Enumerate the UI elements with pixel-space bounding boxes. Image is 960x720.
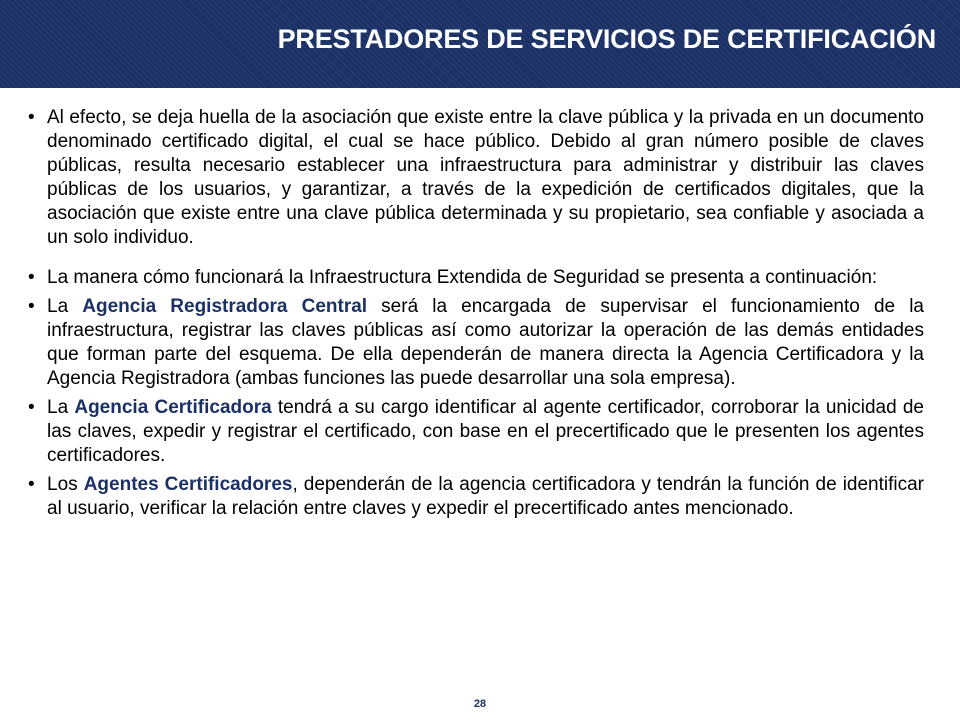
bullet-icon: •: [28, 474, 35, 495]
bullet-text: Al efecto, se deja huella de la asociación que existe entre la clave pública y la privada en un documento denominado certificado digital, el cual se hace público. Debido al gran número posible de claves públicas, resulta necesario establecer una infraestructura para administrar y distribuir las claves públicas de los usuarios, y garantizar, a través de la expedición de certificados digitales, que la asociación que existe entre una clave pública determinada y su propietario, sea confiable y asociada a un solo individuo.: [47, 107, 924, 248]
bullet-item: [20, 266, 924, 290]
bullet-icon: •: [28, 267, 35, 288]
bullet-icon: •: [28, 107, 35, 128]
bullet-text: La manera cómo funcionará la Infraestructura Extendida de Seguridad se presenta a continuación:: [47, 267, 878, 288]
highlight-term: Agencia Certificadora: [74, 397, 272, 418]
highlight-term: Agentes Certificadores: [83, 474, 293, 495]
slide-body: [20, 106, 924, 521]
bullet-text: [47, 295, 924, 391]
bullet-item: [20, 106, 924, 250]
bullet-icon: •: [28, 296, 35, 317]
bullet-item: [20, 295, 924, 391]
page-number: 28: [473, 698, 487, 710]
bullet-item: [20, 473, 924, 521]
bullet-text-rest: , dependerán de la agencia certificadora y tendrán la función de identificar al usuario, verificar la relación entre claves y expedir el precertificado antes mencionado.: [47, 474, 925, 519]
bullet-text: [47, 473, 924, 521]
bullet-text-rest: tendrá a su cargo identificar al agente certificador, corroborar la unicidad de las claves, expedir y registrar el certificado, con base en el precertificado que le presenten los agentes certificadores.: [47, 397, 924, 466]
highlight-term: Agencia Registradora Central: [82, 296, 368, 317]
bullet-item: [20, 396, 924, 468]
bullet-text: [47, 396, 924, 468]
bullet-text-lead: La: [47, 296, 83, 317]
title-banner: [0, 0, 960, 88]
bullet-text-lead: Los: [47, 474, 84, 495]
slide-title: PRESTADORES DE SERVICIOS DE CERTIFICACIÓN: [277, 24, 936, 54]
bullet-text-lead: La: [47, 397, 75, 418]
bullet-text-rest: será la encargada de supervisar el funcionamiento de la infraestructura, registrar las claves públicas así como autorizar la operación de las demás entidades que forman parte del esquema. De ella dependerán de manera directa la Agencia Certificadora y la Agencia Registradora (ambas funciones las puede desarrollar una sola empresa).: [47, 296, 924, 389]
bullet-icon: •: [28, 397, 35, 418]
